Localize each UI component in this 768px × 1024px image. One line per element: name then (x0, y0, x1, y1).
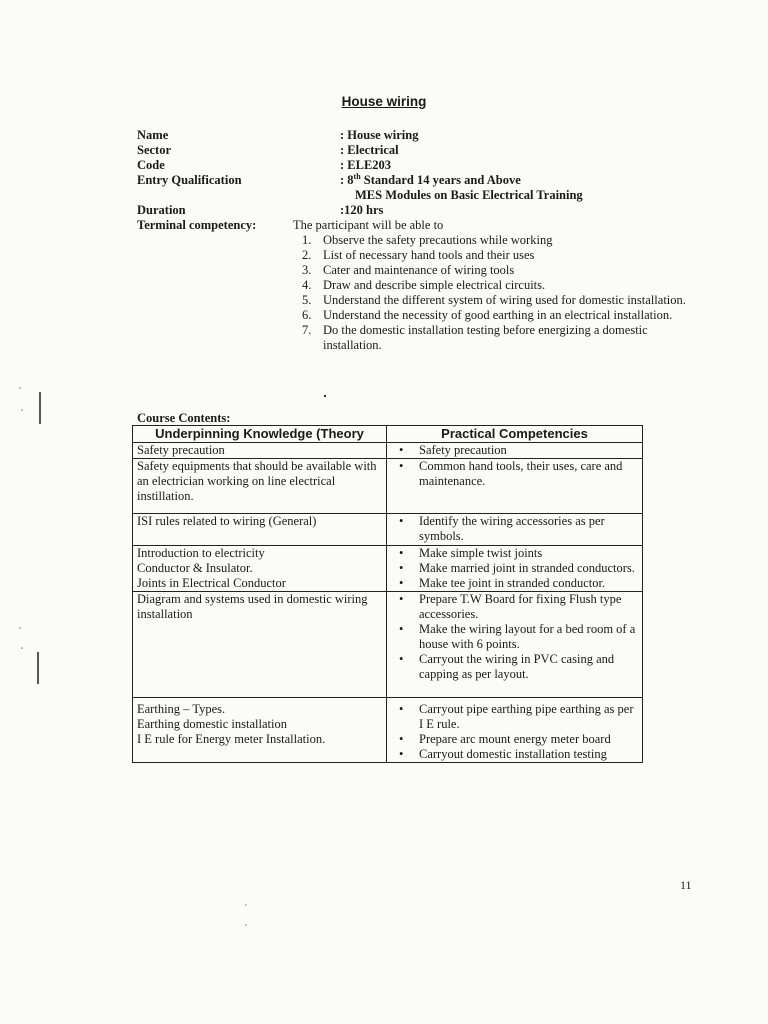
list-item (298, 248, 698, 263)
table-row (133, 514, 643, 546)
course-contents-heading: Course Contents: (137, 411, 231, 425)
list-item (298, 293, 698, 308)
list-item: • Safety precaution (419, 443, 638, 458)
knowledge-cell (133, 698, 387, 763)
sector-row (137, 143, 697, 158)
list-item (298, 263, 698, 278)
entry-qualification-value (340, 173, 521, 188)
item-number: 2. (302, 248, 312, 262)
list-item: • Common hand tools, their uses, care and maintenance. (419, 459, 638, 489)
course-contents-table (132, 425, 643, 763)
code-label: Code (137, 158, 165, 172)
list-item (298, 278, 698, 293)
item-number: 6. (302, 308, 312, 322)
practical-list (391, 514, 638, 544)
cell-line: Joints in Electrical Conductor (137, 576, 286, 590)
practical-list (391, 443, 638, 458)
scan-speck (245, 904, 247, 906)
code-value: : ELE203 (340, 158, 392, 172)
list-item: • Carryout the wiring in PVC casing and capping as per layout. (419, 652, 638, 682)
scan-speck (21, 409, 23, 411)
entry-qualification-label: Entry Qualification (137, 173, 242, 187)
cell-line: Safety equipments that should be available with an electrician working on line electrical instillation. (137, 459, 377, 503)
scan-speck (19, 387, 21, 389)
sector-value: : Electrical (340, 143, 399, 157)
list-item: • Make tee joint in stranded conductor. (419, 576, 638, 591)
cell-line: Safety precaution (137, 443, 225, 457)
scan-speck (21, 647, 23, 649)
list-item: • Carryout domestic installation testing (419, 747, 638, 762)
item-text: Do the domestic installation testing before energizing a domestic installation. (323, 323, 648, 352)
table-row (133, 546, 643, 592)
knowledge-cell (133, 514, 387, 546)
entry-qualification-row (137, 173, 697, 188)
duration-label: Duration (137, 203, 186, 217)
duration-value: :120 hrs (340, 203, 384, 217)
practical-list (391, 592, 638, 682)
knowledge-cell (133, 459, 387, 514)
table-row (133, 698, 643, 763)
practical-list (391, 702, 638, 762)
practical-cell (387, 459, 643, 514)
item-number: 5. (302, 293, 312, 307)
list-item: • Carryout pipe earthing pipe earthing as per I E rule. (419, 702, 638, 732)
cell-line: Earthing domestic installation (137, 717, 287, 731)
practical-cell (387, 514, 643, 546)
cell-line: Introduction to electricity (137, 546, 265, 560)
page-title: House wiring (341, 94, 427, 109)
item-text: Observe the safety precautions while working (323, 233, 553, 247)
item-number: 4. (302, 278, 312, 292)
practical-column-header: Practical Competencies (387, 426, 643, 443)
terminal-competency-row (137, 218, 697, 233)
practical-cell (387, 592, 643, 698)
knowledge-cell (133, 443, 387, 459)
sector-label: Sector (137, 143, 172, 157)
practical-list (391, 546, 638, 591)
entry-suffix: Standard 14 years and Above (360, 173, 521, 187)
table-row (133, 592, 643, 698)
item-number: 3. (302, 263, 312, 277)
scan-speck (324, 395, 326, 397)
entry-qualification-line2: MES Modules on Basic Electrical Training (355, 188, 583, 202)
cell-line: ISI rules related to wiring (General) (137, 514, 317, 528)
name-label: Name (137, 128, 169, 142)
practical-cell (387, 546, 643, 592)
item-number: 1. (302, 233, 312, 247)
cell-line: Earthing – Types. (137, 702, 226, 716)
scan-speck (245, 924, 247, 926)
table-row (133, 443, 643, 459)
name-row (137, 128, 697, 143)
learning-outcomes-list (298, 233, 698, 353)
duration-row (137, 203, 697, 218)
item-text: Understand the necessity of good earthing in an electrical installation. (323, 308, 673, 322)
cell-line: Conductor & Insulator. (137, 561, 253, 575)
list-item: • Make the wiring layout for a bed room of a house with 6 points. (419, 622, 638, 652)
page-number: 11 (680, 878, 692, 892)
practical-list (391, 459, 638, 489)
list-item: • Prepare T.W Board for fixing Flush type accessories. (419, 592, 638, 622)
knowledge-cell (133, 546, 387, 592)
terminal-competency-value: The participant will be able to (293, 218, 444, 232)
list-item: • Identify the wiring accessories as per symbols. (419, 514, 638, 544)
list-item (298, 308, 698, 323)
list-item (298, 233, 698, 248)
scan-speck (19, 627, 21, 629)
cell-line: I E rule for Energy meter Installation. (137, 732, 326, 746)
entry-superscript: th (353, 171, 361, 181)
list-item: • Prepare arc mount energy meter board (419, 732, 638, 747)
list-item: • Make simple twist joints (419, 546, 638, 561)
table-row (133, 459, 643, 514)
list-item (298, 323, 698, 353)
name-value: : House wiring (340, 128, 419, 142)
table-header-row (133, 426, 643, 443)
entry-qualification-row-2 (137, 188, 697, 203)
item-text: Understand the different system of wiring used for domestic installation. (323, 293, 686, 307)
cell-line: Diagram and systems used in domestic wiring installation (137, 592, 368, 621)
list-item: • Make married joint in stranded conductors. (419, 561, 638, 576)
code-row (137, 158, 697, 173)
terminal-competency-label: Terminal competency: (137, 218, 257, 232)
entry-prefix: : 8 (340, 173, 354, 187)
practical-cell (387, 698, 643, 763)
knowledge-cell (133, 592, 387, 698)
item-text: Draw and describe simple electrical circuits. (323, 278, 546, 292)
item-number: 7. (302, 323, 312, 337)
item-text: Cater and maintenance of wiring tools (323, 263, 515, 277)
knowledge-column-header: Underpinning Knowledge (Theory (133, 426, 387, 443)
item-text: List of necessary hand tools and their uses (323, 248, 535, 262)
practical-cell (387, 443, 643, 459)
module-info (137, 128, 697, 233)
